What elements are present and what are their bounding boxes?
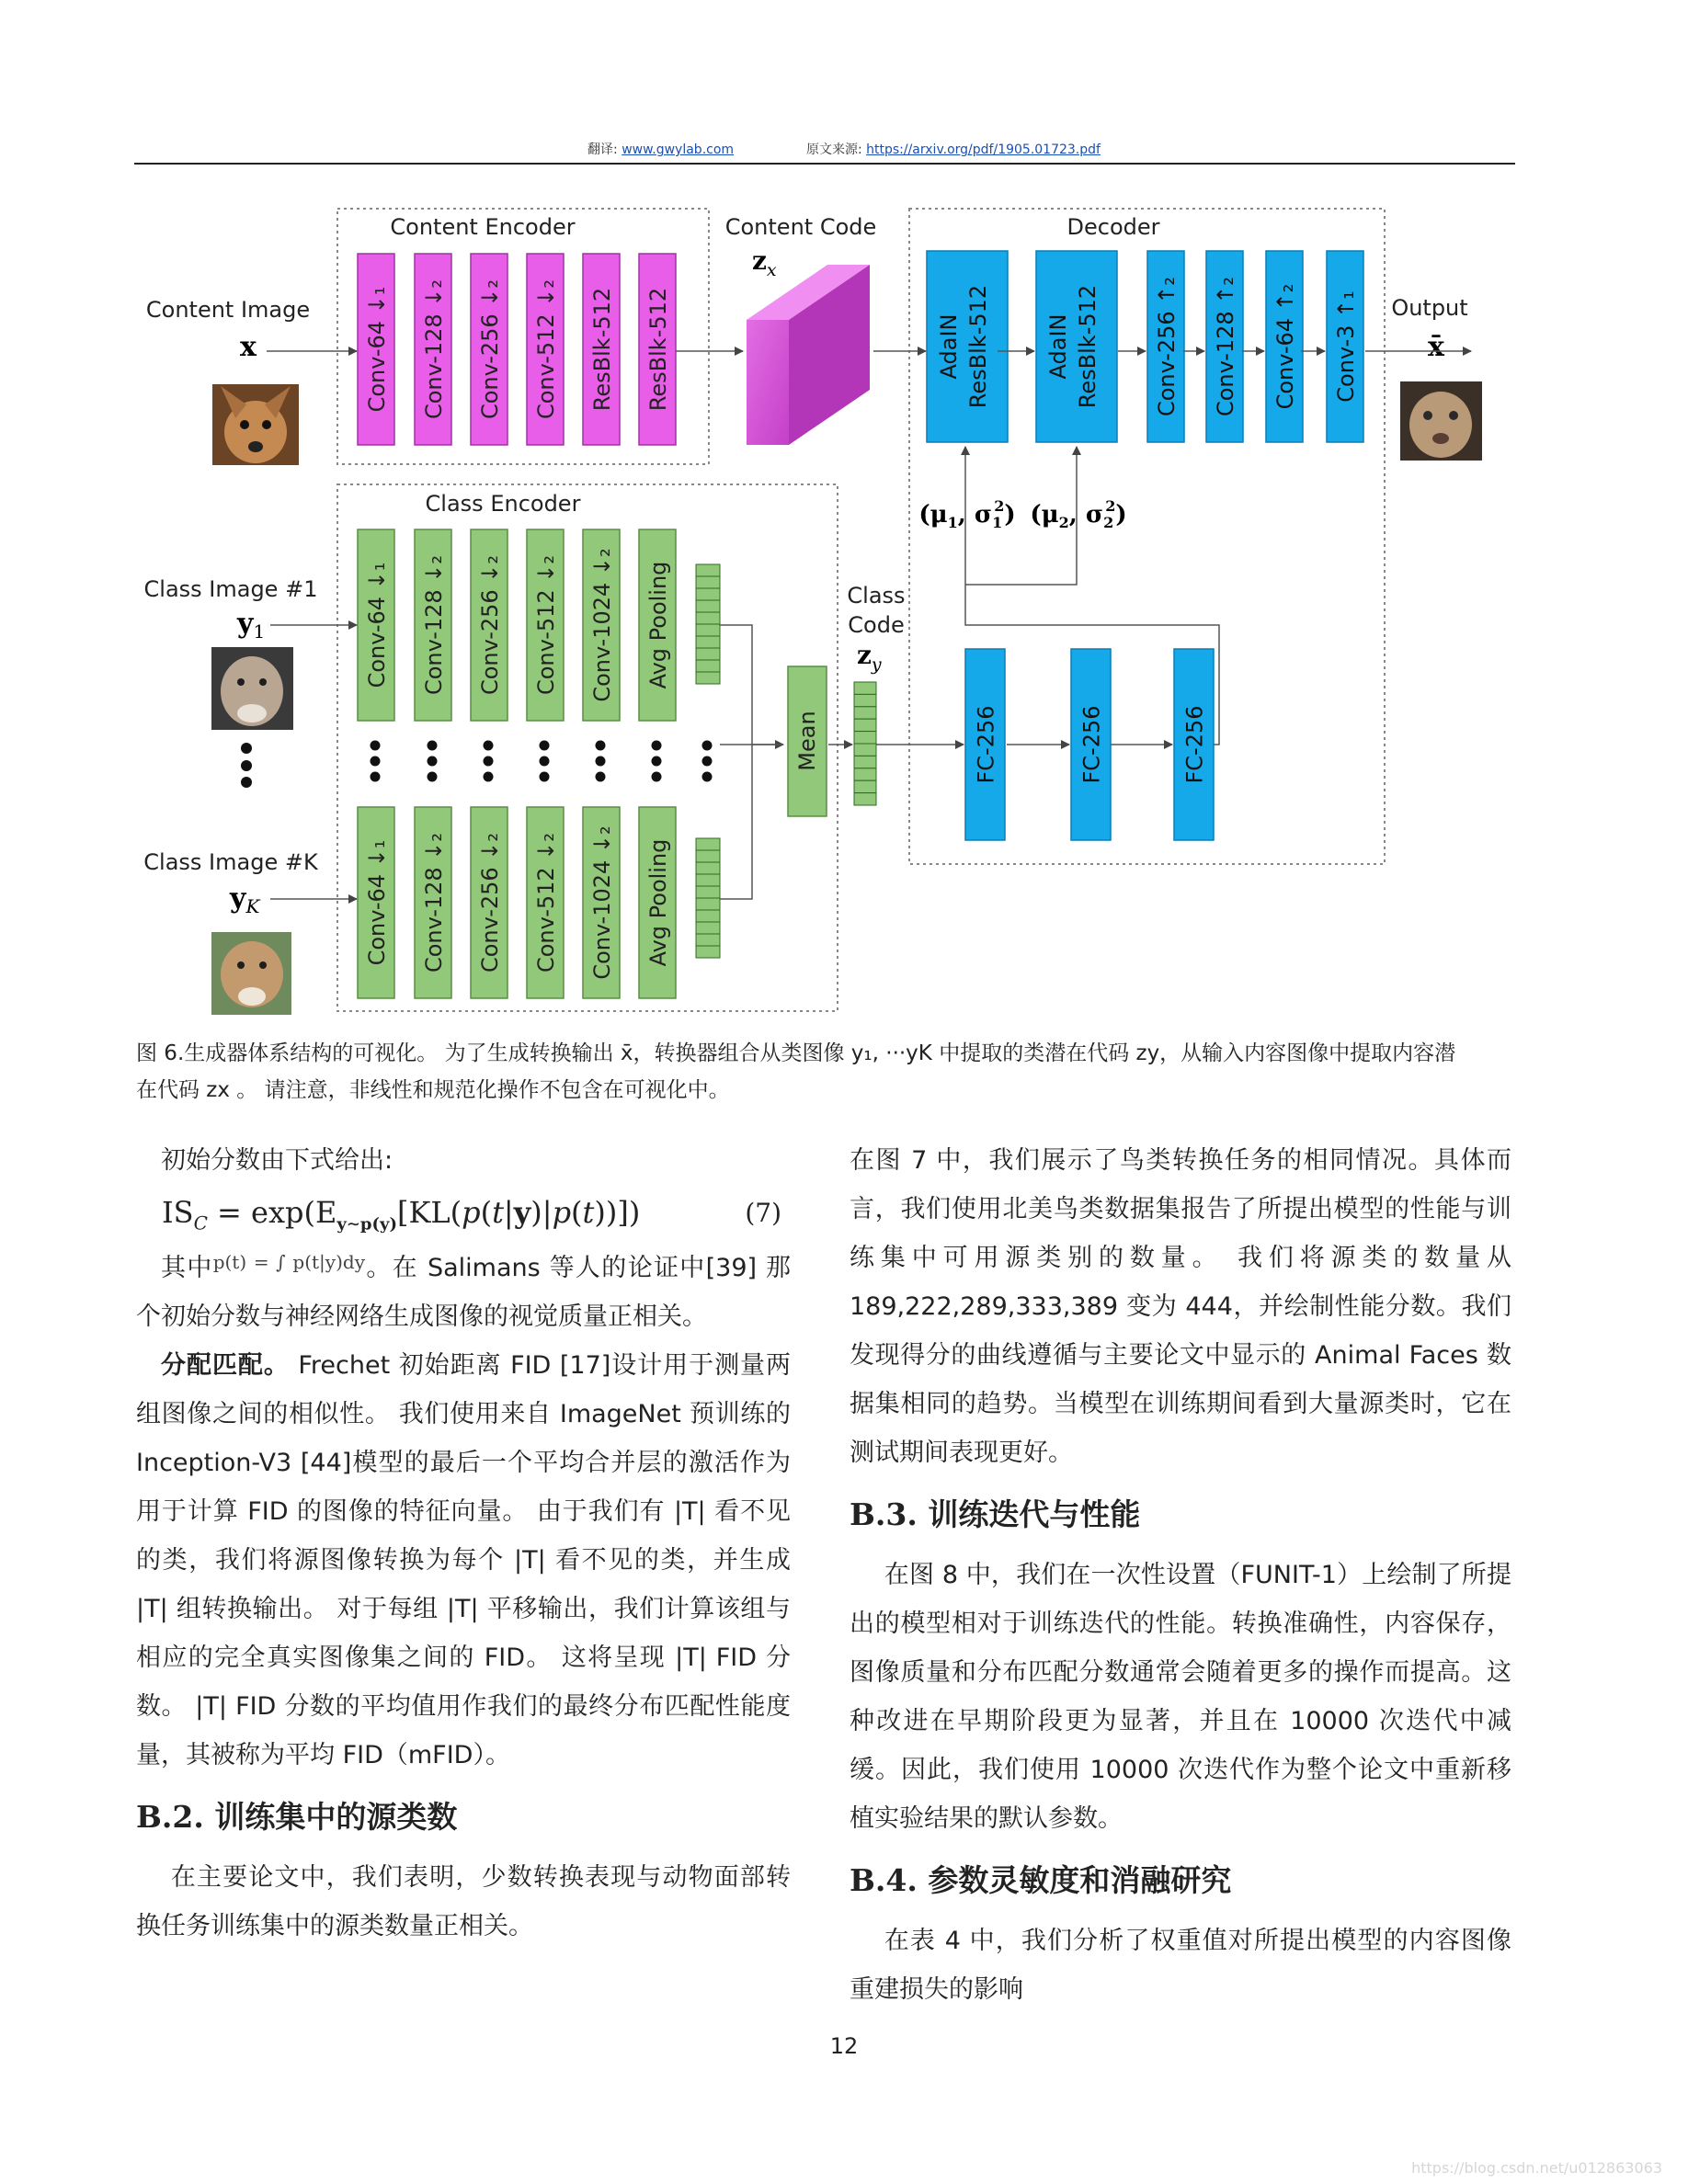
vector-cell [696, 564, 720, 576]
vector-cell [696, 624, 720, 636]
class-encoder-k-block-5-label: Conv-1024 ↓₂ [589, 825, 615, 980]
vector-cell [696, 922, 720, 934]
vector-cell [854, 694, 876, 706]
content-encoder-block-6 [639, 254, 676, 445]
ellipsis-dot [371, 756, 381, 767]
left-p3: 分配匹配。 Frechet 初始距离 FID [17]设计用于测量两组图像之间的相似性。 我们使用来自 ImageNet 预训练的 Inception-V3 [44]模型的最后一个平均合并层的激活作为用于计算 FID 的图像的特征向量。 由于我们有 |T| 看不见的类，我们将源图像转换为每个 |T| 看不见的类，并生成 |T| 组转换输出。 对于每组 |T| 平移输出，我们计算该组与相应的完全真实图像集之间的 FID。 这将呈现 |T| FID 分数。 |T| FID 分数的平均值用作我们的最终分布匹配性能度量，其被称为平均 FID（mFID）。 [136, 1351, 791, 1769]
figure-caption [136, 1035, 1515, 1109]
decoder-up-block-1-label: Conv-256 ↑₂ [1154, 276, 1180, 417]
class-encoder-k-block-6 [639, 807, 676, 998]
vector-cell [854, 707, 876, 719]
left-column [136, 1136, 791, 1951]
class-encoder-1-block-4-label: Conv-512 ↓₂ [533, 554, 559, 696]
content-encoder-block-3-label: Conv-256 ↓₂ [477, 279, 503, 420]
class-encoder-k-block-3 [471, 807, 508, 998]
class-encoder-k-block-1 [358, 807, 394, 998]
decoder-adain-block-2-label-line1: AdaIN [1045, 313, 1071, 380]
adain-param-2: ($\mu_2$, $\sigma_22$) [1030, 497, 1127, 531]
ellipsis-dot [484, 741, 494, 751]
content-encoder-block-5-label: ResBlk-512 [589, 287, 615, 412]
class-image-1-label: Class Image #1 [143, 576, 318, 602]
class-image-ellipsis [241, 743, 252, 788]
translate-label: 翻译: [587, 142, 618, 157]
vector-cell [696, 576, 720, 588]
vector-cell [696, 934, 720, 946]
output-label: Output [1391, 295, 1468, 321]
ellipsis-dot [371, 741, 381, 751]
vector-cell [696, 850, 720, 862]
vector-cell [696, 612, 720, 624]
vector-cell [854, 744, 876, 756]
output-image-cub [1400, 381, 1482, 461]
class-image-k-var: $y_K$ [230, 882, 260, 917]
vector-cell [696, 946, 720, 958]
vector-cell [696, 886, 720, 898]
source-link[interactable]: https://arxiv.org/pdf/1905.01723.pdf [866, 142, 1101, 157]
decoder-up-block-2 [1206, 251, 1243, 442]
class-vector-k [696, 838, 720, 958]
vector-cell [696, 838, 720, 850]
decoder-up-block-1 [1147, 251, 1184, 442]
ellipsis-dot [371, 772, 381, 782]
class-encoder-1-block-6 [639, 529, 676, 721]
right-p1: 在图 7 中，我们展示了鸟类转换任务的相同情况。具体而言，我们使用北美鸟类数据集报告了所提出模型的性能与训练集中可用源类别的数量。 我们将源类的数量从 189,222,289,333,389 变为 444，并绘制性能分数。我们发现得分的曲线遵循与主要论文中显示的 Animal Faces 数据集相同的趋势。当模型在训练期间看到大量源类时，它在测试期间表现更好。 [850, 1146, 1511, 1467]
ellipsis-dot [596, 741, 606, 751]
output-var: x̄ [1428, 331, 1444, 363]
section-b3-heading: B.3. 训练迭代与性能 [850, 1496, 1141, 1532]
class-encoder-k-block-2 [415, 807, 451, 998]
class-encoder-1-block-3 [471, 529, 508, 721]
decoder-adain-block-2-label-line2: ResBlk-512 [1075, 284, 1101, 409]
class-encoder-ellipsis-row [371, 741, 713, 782]
p-of-t-formula: p(t) = ∫ p(t|y)dy [212, 1251, 365, 1273]
ellipsis-dot [428, 756, 438, 767]
class-code-vector [854, 682, 876, 805]
equation-7 [136, 1185, 791, 1238]
class-encoder-k-block-4 [527, 807, 564, 998]
vector-cell [854, 719, 876, 731]
class-encoder-title: Class Encoder [425, 491, 581, 517]
vector-cell [696, 600, 720, 612]
equation-7-number: (7) [745, 1198, 781, 1228]
content-image-var: x [240, 331, 257, 363]
decoder-title: Decoder [1066, 214, 1160, 240]
adain-param-1: ($\mu_1$, $\sigma_12$) [918, 497, 1016, 531]
fc-block-1 [965, 649, 1005, 840]
decoder-up-block-3 [1266, 251, 1303, 442]
translate-link[interactable]: www.gwylab.com [622, 142, 735, 157]
decoder-adain-block-2 [1036, 251, 1117, 442]
ellipsis-dot [428, 772, 438, 782]
right-p3: 在表 4 中，我们分析了权重值对所提出模型的内容图像重建损失的影响 [850, 1927, 1511, 2004]
content-image-dog [212, 384, 299, 465]
class-encoder-k-block-4-label: Conv-512 ↓₂ [533, 832, 559, 973]
class-encoder-1-block-2-label: Conv-128 ↓₂ [421, 554, 447, 696]
class-encoder-k-block-6-label: Avg Pooling [645, 838, 671, 967]
caption-line-1: 图 6.生成器体系结构的可视化。 为了生成转换输出 x̄，转换器组合从类图像 y₁, ···yK 中提取的类潜在代码 zy，从输入内容图像中提取内容潜 [136, 1041, 1456, 1065]
fc-block-2-label: FC-256 [1078, 705, 1105, 784]
section-b4-heading: B.4. 参数灵敏度和消融研究 [850, 1862, 1232, 1898]
ellipsis-dot [540, 772, 550, 782]
content-code-var: $z_x$ [752, 245, 777, 280]
section-b2-heading: B.2. 训练集中的源类数 [136, 1799, 458, 1835]
vector-cell [696, 672, 720, 684]
vector-cell [696, 874, 720, 886]
ellipsis-dot [596, 756, 606, 767]
left-p4: 在主要论文中，我们表明，少数转换表现与动物面部转换任务训练集中的源类数量正相关。 [136, 1863, 791, 1940]
distribution-matching-heading: 分配匹配。 [161, 1351, 290, 1380]
content-encoder-block-3 [471, 254, 508, 445]
ellipsis-dot [484, 756, 494, 767]
class-encoder-k-block-1-label: Conv-64 ↓₁ [364, 839, 390, 966]
decoder-up-block-2-label: Conv-128 ↑₂ [1213, 276, 1238, 417]
class-image-k-label: Class Image #K [143, 849, 318, 875]
class-code-var: $z_y$ [857, 640, 882, 675]
class-encoder-k-block-2-label: Conv-128 ↓₂ [421, 832, 447, 973]
decoder-adain-block-1-label-line1: AdaIN [936, 313, 962, 380]
ellipsis-dot [702, 772, 713, 782]
source-label: 原文来源: [805, 142, 862, 157]
class-encoder-1-block-5 [583, 529, 620, 721]
fc-block-3-label: FC-256 [1181, 705, 1208, 784]
class-code-label-2: Code [848, 612, 905, 638]
vector-cell [696, 660, 720, 672]
content-encoder-block-4-label: Conv-512 ↓₂ [533, 279, 559, 420]
content-encoder-block-1 [358, 254, 394, 445]
fc-block-2 [1071, 649, 1111, 840]
content-image-label: Content Image [145, 297, 311, 323]
content-encoder-block-4 [527, 254, 564, 445]
ellipsis-dot [484, 772, 494, 782]
vector-cell [854, 793, 876, 805]
page-number: 12 [829, 2033, 859, 2059]
ellipsis-dot [652, 756, 662, 767]
class-encoder-k-block-3-label: Conv-256 ↓₂ [477, 832, 503, 973]
decoder-up-block-4-label: Conv-3 ↑₁ [1333, 290, 1359, 403]
right-p2: 在图 8 中，我们在一次性设置（FUNIT-1）上绘制了所提出的模型相对于训练迭代的性能。转换准确性，内容保存，图像质量和分布匹配分数通常会随着更多的操作而提高。这种改进在早期阶段更为显著，并且在 10000 次迭代中减缓。因此，我们使用 10000 次迭代作为整个论文中重新移植实验结果的默认参数。 [850, 1561, 1511, 1833]
left-p2: 其中$^{p(t) = \int p(t|y)dy}$。在 Salimans 等人的论证中[39] 那个初始分数与神经网络生成图像的视觉质量正相关。 [136, 1251, 791, 1331]
class-vector-1 [696, 564, 720, 684]
decoder-adain-block-1-label-line2: ResBlk-512 [965, 284, 991, 409]
class-encoder-1-block-1-label: Conv-64 ↓₁ [364, 562, 390, 688]
class-code-label-1: Class [847, 583, 906, 609]
fc-block-1-label: FC-256 [973, 705, 999, 784]
vector-cell [696, 636, 720, 648]
ellipsis-dot [428, 741, 438, 751]
content-encoder-block-5 [583, 254, 620, 445]
mean-label: Mean [794, 711, 820, 771]
class-image-1-var: $y_1$ [237, 608, 266, 643]
content-code-label: Content Code [724, 214, 877, 240]
vector-cell [854, 768, 876, 780]
ellipsis-dot [540, 756, 550, 767]
vector-cell [696, 910, 720, 922]
generator-architecture-figure [0, 0, 1688, 1029]
class-encoder-1-block-3-label: Conv-256 ↓₂ [477, 554, 503, 696]
vector-cell [854, 732, 876, 744]
caption-line-2: 在代码 zx 。 请注意，非线性和规范化操作不包含在可视化中。 [136, 1078, 730, 1102]
content-encoder-block-2-label: Conv-128 ↓₂ [421, 279, 447, 420]
ellipsis-dot [702, 756, 713, 767]
watermark: https://blog.csdn.net/u012863063 [1411, 2159, 1662, 2177]
vector-cell [854, 756, 876, 768]
class-encoder-k-block-5 [583, 807, 620, 998]
content-encoder-block-1-label: Conv-64 ↓₁ [364, 286, 390, 413]
vector-cell [696, 898, 720, 910]
ellipsis-dot [540, 741, 550, 751]
ellipsis-dot [652, 772, 662, 782]
vector-cell [696, 862, 720, 874]
ellipsis-dot [702, 741, 713, 751]
vector-cell [696, 648, 720, 660]
equation-7-formula: $IS_C = \exp(E_{y\sim p(y)}[KL(p(t|y)|p(t))])$ [162, 1195, 641, 1234]
vector-cell [696, 588, 720, 600]
class-image-k-cougar [211, 932, 291, 1015]
fc-block-3 [1174, 649, 1214, 840]
decoder-adain-block-1 [927, 251, 1008, 442]
ellipsis-dot [652, 741, 662, 751]
decoder-up-block-3-label: Conv-64 ↑₂ [1272, 283, 1298, 410]
content-code-cube [747, 265, 870, 445]
ellipsis-dot [596, 772, 606, 782]
content-encoder-block-6-label: ResBlk-512 [645, 287, 671, 412]
class-encoder-1-block-4 [527, 529, 564, 721]
vector-cell [854, 780, 876, 792]
class-encoder-1-block-5-label: Conv-1024 ↓₂ [589, 548, 615, 702]
class-encoder-1-block-2 [415, 529, 451, 721]
content-encoder-title: Content Encoder [390, 214, 576, 240]
class-encoder-1-block-6-label: Avg Pooling [645, 561, 671, 689]
content-encoder-block-2 [415, 254, 451, 445]
decoder-up-block-4 [1327, 251, 1363, 442]
right-column [850, 1136, 1511, 2014]
class-encoder-1-block-1 [358, 529, 394, 721]
vector-cell [854, 682, 876, 694]
left-p1: 初始分数由下式给出: [161, 1146, 393, 1175]
class-image-1-cougar [211, 647, 293, 730]
